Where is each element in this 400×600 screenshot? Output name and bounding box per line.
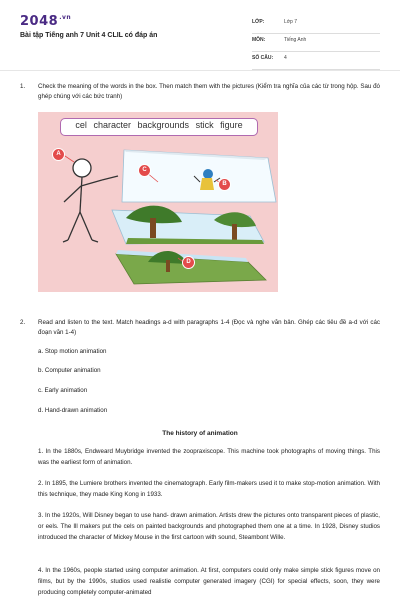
- option-c: c. Early animation: [38, 387, 88, 394]
- meta-key: SỐ CÂU:: [252, 55, 274, 61]
- word: cel: [75, 120, 87, 130]
- document-header: [0, 0, 400, 70]
- marker-d: D: [182, 256, 195, 269]
- question-number: 1.: [20, 83, 26, 90]
- paragraph-3: 3. In the 1920s, Will Disney began to use hand- drawn animation. Artists drew the pictures onto transparent pieces of plastic, or eels. The Ill makers put the cels on painted backgrounds and photographed them one at a time. In 1928, Disney studios introduced the character of Mickey Mouse in the first cartoon with sound, Steambont Wille.: [38, 512, 380, 541]
- meta-value: Lớp 7: [284, 19, 298, 25]
- meta-value: Tiếng Anh: [284, 37, 307, 43]
- document-title: Bài tập Tiếng anh 7 Unit 4 CLIL có đáp án: [20, 32, 158, 39]
- word: backgrounds: [137, 120, 190, 130]
- site-logo[interactable]: [20, 14, 71, 29]
- meta-row-subject: [252, 34, 380, 52]
- reading-title: The history of animation: [162, 430, 238, 437]
- meta-row-class: [252, 16, 380, 34]
- meta-row-question-count: [252, 52, 380, 70]
- animation-illustration: [38, 112, 278, 292]
- question-2: [20, 318, 380, 340]
- header-divider: [0, 70, 400, 71]
- logo-text: 2048: [20, 14, 59, 29]
- layered-cels-drawing: [38, 112, 278, 292]
- marker-b: B: [218, 178, 231, 191]
- meta-value: 4: [284, 55, 287, 61]
- stick-figure-icon: [63, 159, 118, 242]
- question-text: Read and listen to the text. Match headings a-d with paragraphs 1-4 (Đọc và nghe văn bản. Ghép các tiêu đề a-d với các đoạn văn 1-4): [38, 319, 380, 336]
- paragraph-2: 2. In 1895, the Lumiere brothers invented the cinematograph. Early film-makers used it to make stop-motion animation. With this technique, they made King Kong in 1933.: [38, 480, 380, 498]
- word: character: [93, 120, 131, 130]
- option-a: a. Stop motion animation: [38, 348, 107, 355]
- question-number: 2.: [20, 319, 26, 326]
- option-b: b. Computer animation: [38, 367, 101, 374]
- question-1: [20, 82, 380, 104]
- option-d: d. Hand-drawn animation: [38, 407, 108, 414]
- meta-table: [252, 16, 380, 70]
- marker-a: A: [52, 148, 65, 161]
- marker-c: C: [138, 164, 151, 177]
- logo-suffix: .vn: [59, 14, 72, 21]
- paragraph-1: 1. In the 1880s, Endweard Muybridge invented the zoopraxiscope. This machine took photographs of moving things. This was the earliest form of animation.: [38, 448, 380, 466]
- scenery-layer: [112, 206, 264, 244]
- word: stick figure: [195, 120, 243, 130]
- question-text: Check the meaning of the words in the box. Then match them with the pictures (Kiểm tra nghĩa của các từ trong hộp. Sau đó ghép chúng với các bức tranh): [38, 83, 380, 100]
- paragraph-4: 4. In the 1960s, people started using computer animation. At first, computers could only make simple stick figures move on films, but by the 1990s, studios used realistie computer generated imagery (CGI) for special effects, soon, they were producing completely computer-animated: [38, 567, 380, 596]
- meta-key: LỚP:: [252, 19, 265, 25]
- meta-key: MÔN:: [252, 37, 266, 43]
